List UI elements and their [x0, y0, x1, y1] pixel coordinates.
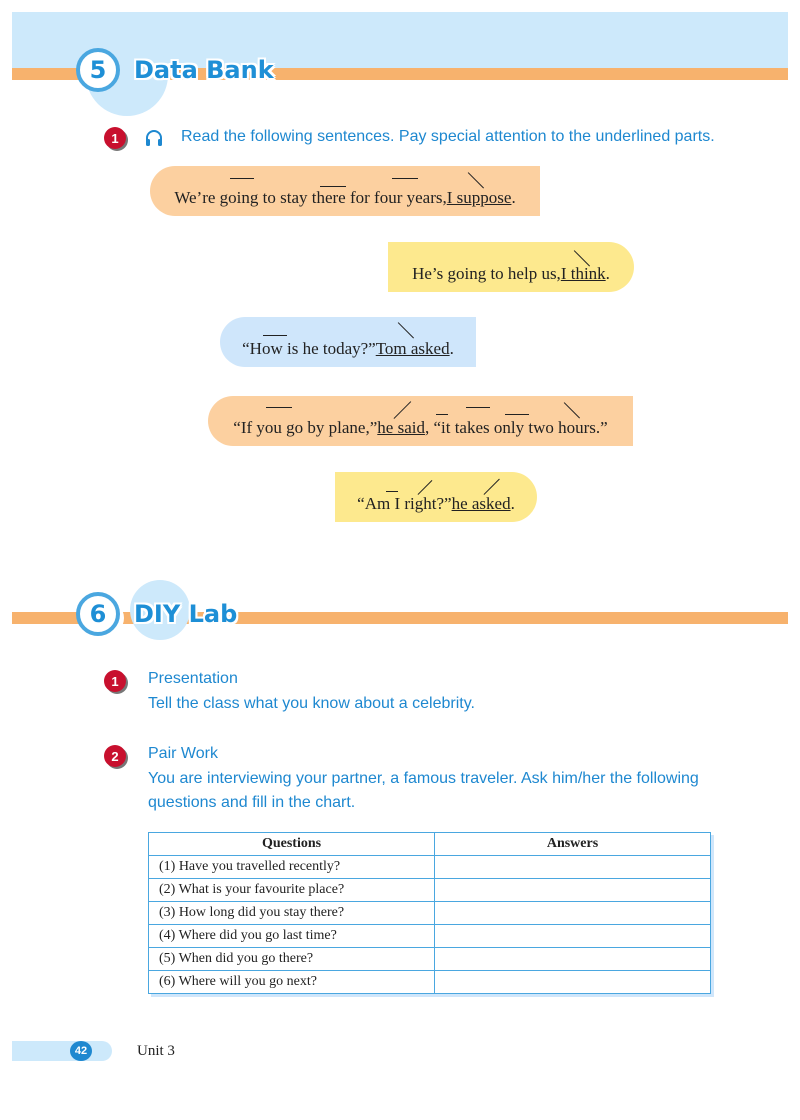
sentence-text: “If you go by plane,”: [233, 418, 378, 437]
table-header-row: [149, 833, 711, 856]
sentence-text: “Am I right?”: [357, 494, 452, 513]
table-row: [149, 925, 711, 948]
stress-mark: [230, 178, 254, 179]
underlined-part: I think: [560, 264, 606, 283]
sentence-text: .: [605, 264, 610, 283]
sentence-text: , “it takes only two hours.”: [424, 418, 608, 437]
task-title: Presentation: [148, 670, 238, 687]
sentence-bubble: [220, 317, 476, 367]
underlined-part: I suppose: [446, 188, 512, 207]
table-row: [149, 902, 711, 925]
headphones-icon: [144, 128, 164, 148]
task-number-badge: 2: [104, 745, 126, 767]
sentence-text: .: [511, 188, 516, 207]
answer-cell[interactable]: [435, 971, 711, 994]
table-row: [149, 856, 711, 879]
sentence-bubble: [335, 472, 537, 522]
stress-mark: [386, 491, 398, 492]
footer-band: [12, 1041, 112, 1061]
column-header: Answers: [435, 833, 711, 856]
section-title: Data Bank: [134, 56, 274, 84]
instruction-text: Read the following sentences. Pay special attention to the underlined parts.: [181, 128, 715, 145]
question-cell: (5) When did you go there?: [149, 948, 435, 971]
sentence-bubble: [388, 242, 634, 292]
question-cell: (6) Where will you go next?: [149, 971, 435, 994]
stress-mark: [466, 407, 490, 408]
stress-mark: [263, 335, 287, 336]
question-cell: (1) Have you travelled recently?: [149, 856, 435, 879]
question-cell: (2) What is your favourite place?: [149, 879, 435, 902]
stress-mark: [266, 407, 292, 408]
sentence-text: He’s going to help us,: [412, 264, 561, 283]
underlined-part: Tom asked: [375, 339, 450, 358]
table-row: [149, 948, 711, 971]
question-cell: (3) How long did you stay there?: [149, 902, 435, 925]
sentence-bubble: [150, 166, 540, 216]
answer-cell[interactable]: [435, 902, 711, 925]
task-title: Pair Work: [148, 745, 218, 762]
underlined-part: he asked: [451, 494, 511, 513]
sentence-text: We’re going to stay there for four years,: [174, 188, 447, 207]
column-header: Questions: [149, 833, 435, 856]
section-title: DIY Lab: [134, 600, 238, 628]
underlined-part: he said: [377, 418, 425, 437]
task-number-badge: 1: [104, 127, 126, 149]
section-number-badge: 5: [76, 48, 120, 92]
task-text: You are interviewing your partner, a famous traveler. Ask him/her the following questions and fill in the chart.: [148, 770, 699, 811]
answer-cell[interactable]: [435, 879, 711, 902]
table-row: [149, 879, 711, 902]
stress-mark: [436, 414, 448, 415]
sentence-bubble: [208, 396, 633, 446]
answer-cell[interactable]: [435, 948, 711, 971]
table-row: [149, 971, 711, 994]
task-text: Tell the class what you know about a celebrity.: [148, 695, 475, 712]
question-cell: (4) Where did you go last time?: [149, 925, 435, 948]
section-number-badge: 6: [76, 592, 120, 636]
sentence-text: .: [449, 339, 454, 358]
sentence-text: .: [510, 494, 515, 513]
section-stripe: [12, 612, 788, 624]
questions-chart: [148, 832, 711, 994]
unit-label: Unit 3: [137, 1043, 175, 1059]
stress-mark: [505, 414, 529, 415]
answer-cell[interactable]: [435, 925, 711, 948]
stress-mark: [392, 178, 418, 179]
task-number-badge: 1: [104, 670, 126, 692]
stress-mark: [320, 186, 346, 187]
sentence-text: “How is he today?”: [242, 339, 376, 358]
page-number: 42: [70, 1041, 92, 1061]
answer-cell[interactable]: [435, 856, 711, 879]
